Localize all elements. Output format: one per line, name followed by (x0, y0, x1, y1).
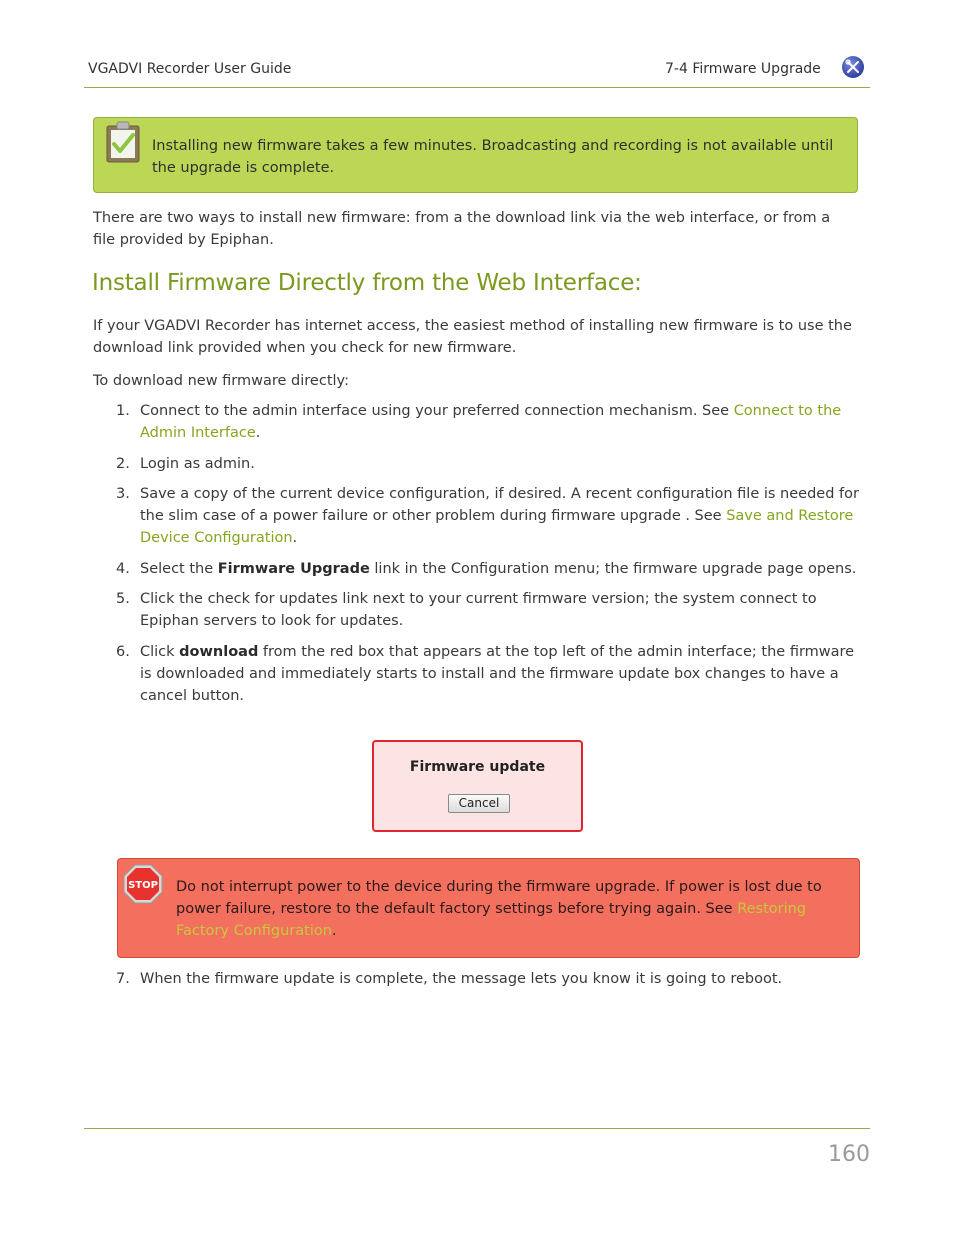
step-text: . (292, 530, 298, 546)
link-connect-admin-interface[interactable]: Connect to the Admin Interface (140, 403, 842, 441)
link-restoring-factory-config[interactable]: Restoring Factory Configuration (176, 901, 807, 939)
step-number: 5. (116, 591, 130, 607)
step-number: 7. (116, 971, 130, 987)
step-text: Select the (140, 561, 218, 577)
step-number: 6. (116, 644, 130, 660)
stop-label: STOP (128, 880, 158, 891)
firmware-update-title: Firmware update (409, 759, 546, 775)
step-text: . (255, 425, 261, 441)
step-7: When the firmware update is complete, the message lets you know it is going to reboot. (140, 971, 783, 987)
clipboard-check-icon (105, 120, 141, 164)
warning-callout (117, 858, 860, 958)
warning-text-end: . (331, 923, 337, 939)
document-title: VGADVI Recorder User Guide (88, 61, 292, 77)
cancel-button[interactable]: Cancel (448, 794, 510, 813)
paragraph-download-intro: To download new firmware directly: (93, 373, 349, 389)
intro-paragraph: There are two ways to install new firmware: from a the download link via the web interface, or from a file provided by Epiphan. (93, 210, 831, 248)
step-2: Login as admin. (140, 456, 255, 472)
step-3 (140, 483, 860, 549)
section-title: 7-4 Firmware Upgrade (665, 61, 821, 77)
step-text: Save a copy of the current device configuration, if desired. A recent configuration file is needed for the slim case of a power failure or other problem during firmware upgrade . See (140, 486, 859, 524)
tip-callout (93, 117, 858, 193)
step-text: Click (140, 644, 180, 660)
footer-rule (84, 1128, 870, 1129)
tip-text: Installing new firmware takes a few minutes. Broadcasting and recording is not available until the upgrade is complete. (152, 138, 834, 176)
section-heading: Install Firmware Directly from the Web Interface: (92, 270, 642, 296)
stop-sign-icon (122, 863, 164, 905)
warning-text-body: Do not interrupt power to the device during the firmware upgrade. If power is lost due to power failure, restore to the default factory settings before trying again. See (176, 879, 822, 917)
step-text: Connect to the admin interface using your preferred connection mechanism. See (140, 403, 734, 419)
step-6 (140, 641, 860, 707)
step-1 (140, 400, 860, 444)
step-5: Click the check for updates link next to your current firmware version; the system connect to Epiphan servers to look for updates. (140, 591, 817, 629)
link-save-restore-config[interactable]: Save and Restore Device Configuration (140, 508, 854, 546)
paragraph-internet-access: If your VGADVI Recorder has internet access, the easiest method of installing new firmware is to use the download link provided when you check for new firmware. (93, 318, 852, 356)
firmware-update-box (372, 740, 583, 832)
step-text: from the red box that appears at the top left of the admin interface; the firmware is downloaded and immediately starts to install and the firmware update box changes to have a cancel button. (140, 644, 855, 704)
step-bold-text: download (179, 644, 259, 660)
tools-icon (841, 55, 865, 79)
step-number: 1. (116, 403, 130, 419)
header-rule (84, 87, 870, 88)
step-text: link in the Configuration menu; the firmware upgrade page opens. (369, 561, 857, 577)
page-number: 160 (828, 1142, 870, 1167)
step-4 (140, 558, 860, 580)
step-number: 2. (116, 456, 130, 472)
step-number: 3. (116, 486, 130, 502)
step-number: 4. (116, 561, 130, 577)
step-bold-text: Firmware Upgrade (217, 561, 370, 577)
warning-text (176, 876, 841, 942)
